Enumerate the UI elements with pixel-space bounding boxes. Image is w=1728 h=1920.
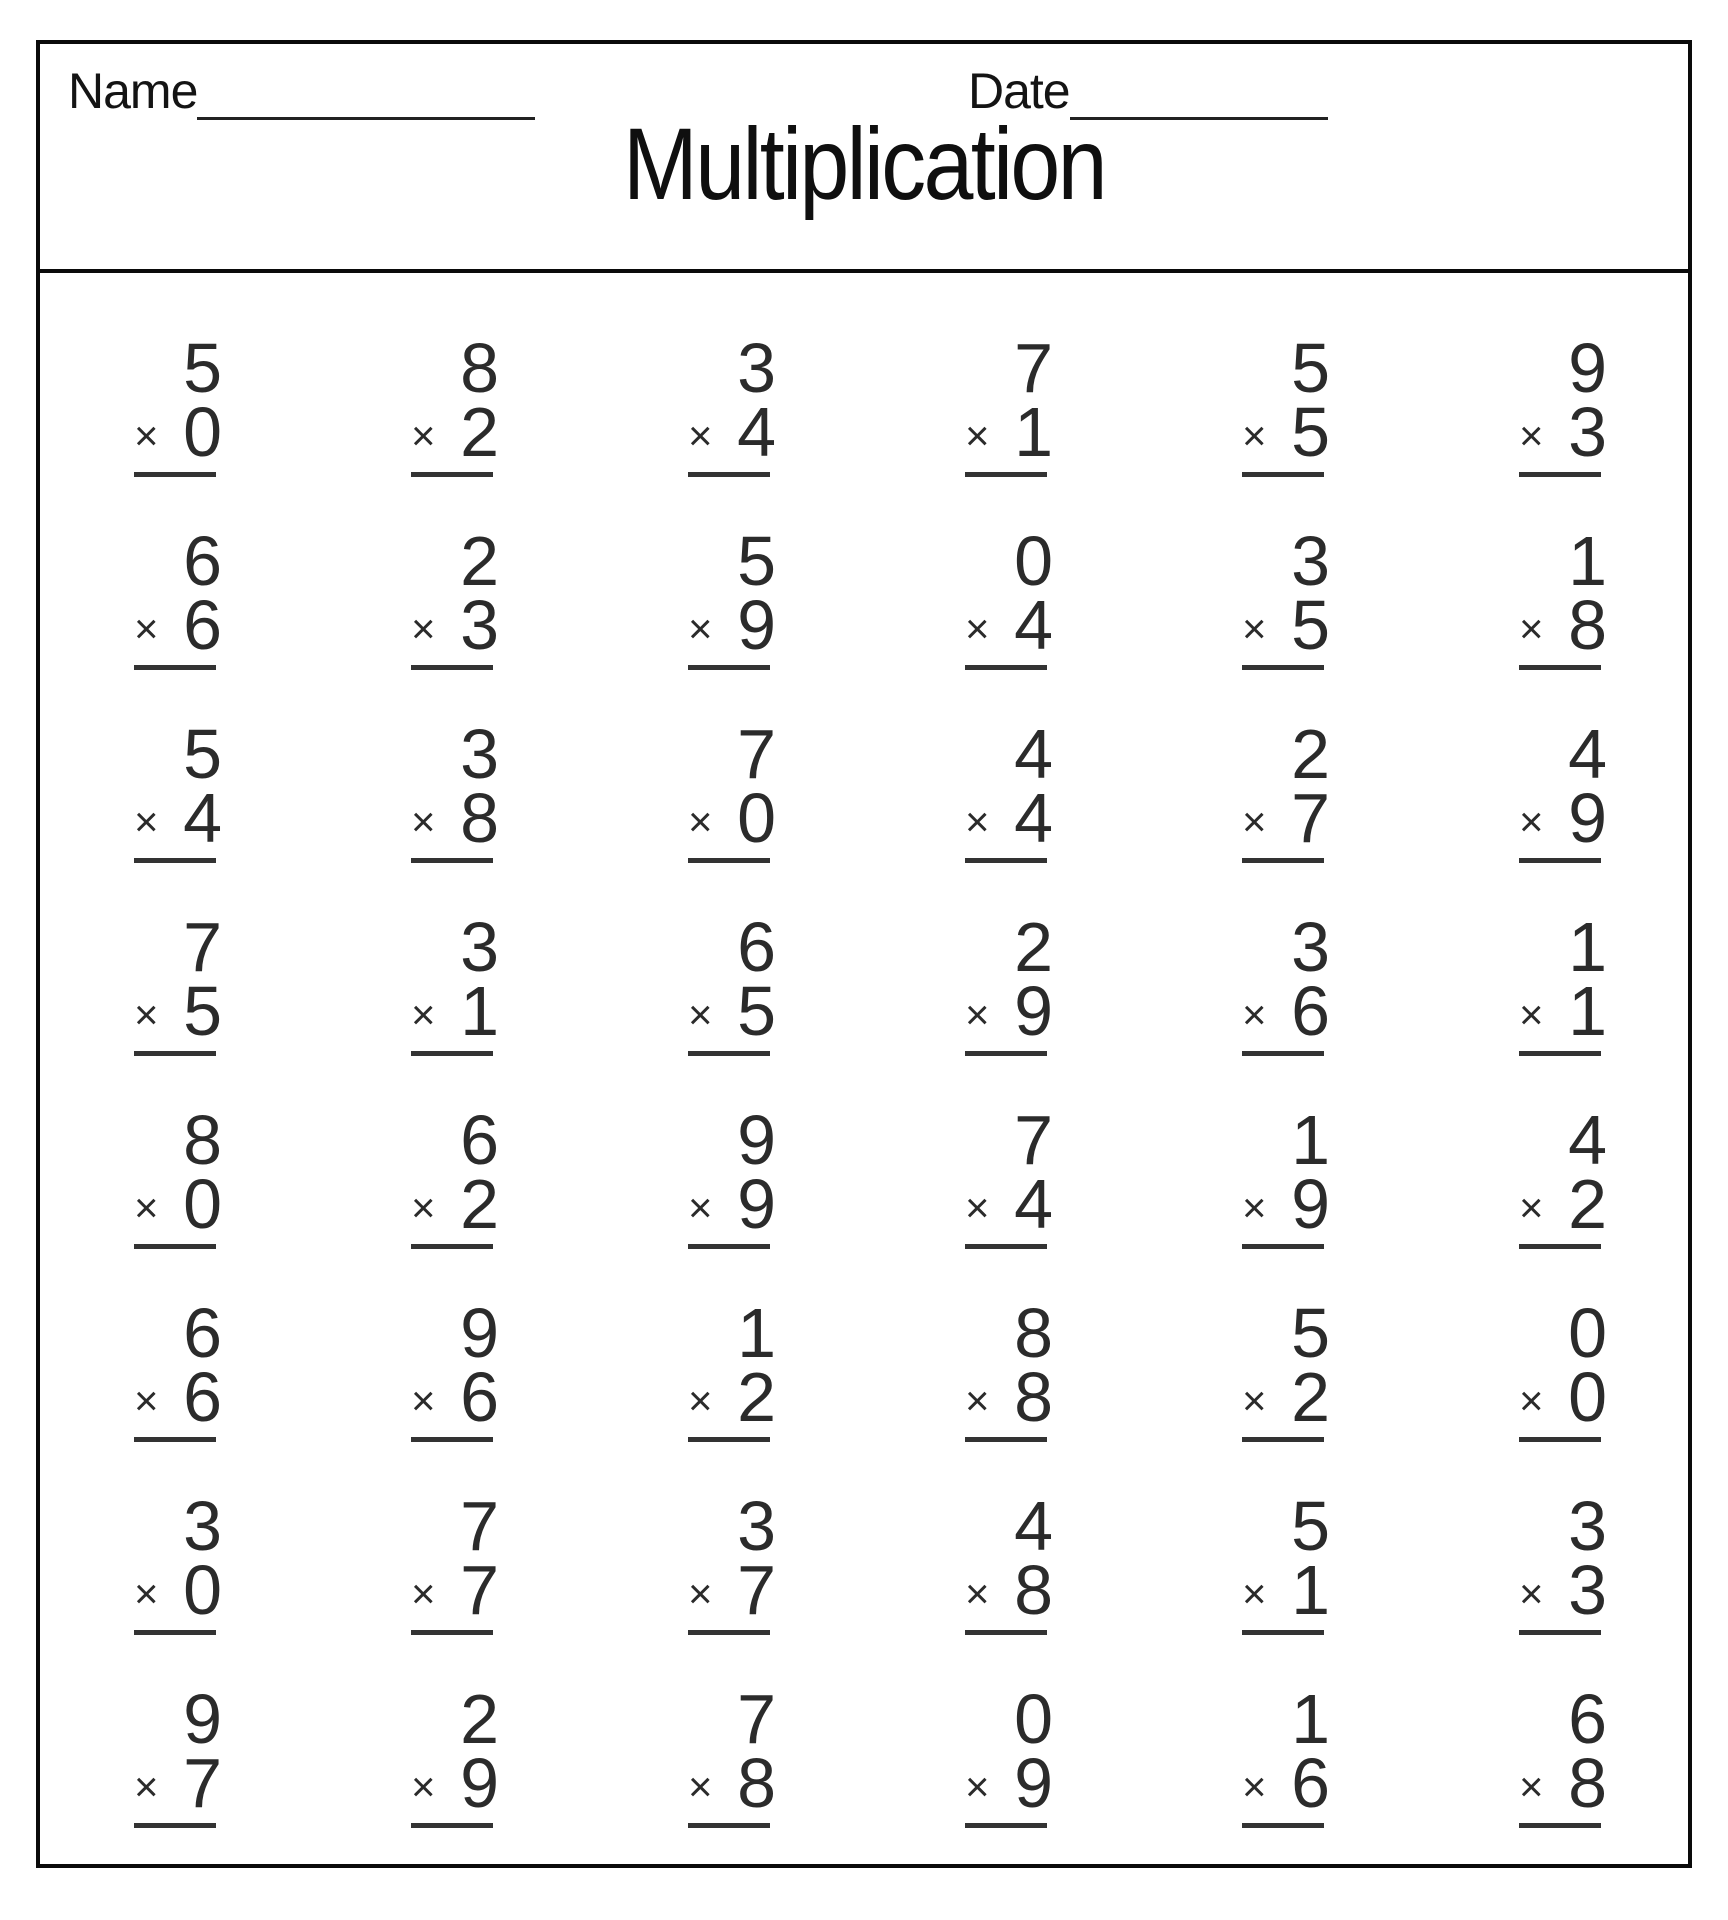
multiply-icon: × <box>1242 605 1267 652</box>
multiplier-row <box>411 1358 497 1436</box>
multiplicand: 1 <box>1568 908 1605 986</box>
multiply-icon: × <box>965 412 990 459</box>
multiply-icon: × <box>1519 1570 1544 1617</box>
multiply-icon: × <box>688 1570 713 1617</box>
answer-line <box>688 858 770 863</box>
answer-line <box>965 858 1047 863</box>
multiplier: 9 <box>1291 1165 1328 1243</box>
multiplier-row <box>1519 393 1605 471</box>
answer-line <box>411 472 493 477</box>
multiplier: 2 <box>460 393 497 471</box>
name-label: Name <box>68 63 198 119</box>
multiplier: 1 <box>1291 1551 1328 1629</box>
multiplier-row <box>688 1165 774 1243</box>
multiplier: 4 <box>737 393 774 471</box>
multiplier: 7 <box>1291 779 1328 857</box>
multiplier: 0 <box>1568 1358 1605 1436</box>
multiplier-row <box>688 779 774 857</box>
multiplicand: 5 <box>737 522 774 600</box>
multiplicand: 7 <box>737 1680 774 1758</box>
multiplier: 1 <box>460 972 497 1050</box>
multiplier: 8 <box>1014 1551 1051 1629</box>
multiplier: 4 <box>1014 779 1051 857</box>
answer-line <box>688 665 770 670</box>
multiplier: 0 <box>737 779 774 857</box>
multiplication-problem <box>1519 1294 1605 1494</box>
multiplier: 1 <box>1014 393 1051 471</box>
multiplier: 3 <box>1568 393 1605 471</box>
multiplicand: 2 <box>460 522 497 600</box>
answer-line <box>965 1630 1047 1635</box>
multiplier: 8 <box>1014 1358 1051 1436</box>
multiplier-row <box>134 1165 220 1243</box>
answer-line <box>411 858 493 863</box>
multiplier: 0 <box>183 1551 220 1629</box>
multiplier-row <box>965 779 1051 857</box>
multiplicand: 5 <box>183 715 220 793</box>
multiplication-problem <box>1519 715 1605 915</box>
multiplicand: 6 <box>737 908 774 986</box>
multiplicand: 7 <box>1014 329 1051 407</box>
multiplier-row <box>1242 586 1328 664</box>
multiplication-problem <box>1242 1101 1328 1301</box>
answer-line <box>411 665 493 670</box>
answer-line <box>1242 1051 1324 1056</box>
multiplier-row <box>134 586 220 664</box>
multiplicand: 3 <box>1291 522 1328 600</box>
multiplier: 0 <box>183 393 220 471</box>
multiply-icon: × <box>688 1763 713 1810</box>
multiplication-problem <box>134 329 220 529</box>
multiply-icon: × <box>965 991 990 1038</box>
multiplier-row <box>965 1358 1051 1436</box>
multiplier: 9 <box>1014 1744 1051 1822</box>
multiplier: 0 <box>183 1165 220 1243</box>
multiplier-row <box>1519 1744 1605 1822</box>
multiply-icon: × <box>1519 798 1544 845</box>
multiply-icon: × <box>134 991 159 1038</box>
multiplier-row <box>411 1551 497 1629</box>
answer-line <box>688 1244 770 1249</box>
multiplicand: 3 <box>737 1487 774 1565</box>
multiply-icon: × <box>688 412 713 459</box>
multiplication-problem <box>965 329 1051 529</box>
problems-grid <box>44 329 1706 1880</box>
multiplier: 4 <box>183 779 220 857</box>
multiplier-row <box>134 1358 220 1436</box>
multiplier-row <box>688 1358 774 1436</box>
multiplier-row <box>134 1744 220 1822</box>
multiplication-problem <box>134 1294 220 1494</box>
multiplicand: 1 <box>1291 1101 1328 1179</box>
multiplicand: 1 <box>1291 1680 1328 1758</box>
multiplier: 8 <box>460 779 497 857</box>
multiplication-problem <box>688 329 774 529</box>
multiplier-row <box>411 586 497 664</box>
multiplication-problem <box>411 1487 497 1687</box>
multiplication-problem <box>1242 1294 1328 1494</box>
multiplier-row <box>411 1165 497 1243</box>
answer-line <box>134 1244 216 1249</box>
multiplication-problem <box>134 1487 220 1687</box>
multiplication-problem <box>965 715 1051 915</box>
multiplier: 5 <box>1291 393 1328 471</box>
multiplicand: 4 <box>1568 715 1605 793</box>
answer-line <box>1242 858 1324 863</box>
multiply-icon: × <box>1242 798 1267 845</box>
multiplier: 5 <box>1291 586 1328 664</box>
multiplicand: 3 <box>183 1487 220 1565</box>
multiplier-row <box>1242 779 1328 857</box>
multiplier-row <box>965 586 1051 664</box>
multiplication-problem <box>1242 1680 1328 1880</box>
multiplier: 5 <box>737 972 774 1050</box>
multiply-icon: × <box>688 605 713 652</box>
multiplicand: 6 <box>460 1101 497 1179</box>
multiplication-problem <box>1519 1487 1605 1687</box>
multiplier-row <box>1242 1358 1328 1436</box>
multiplication-problem <box>688 908 774 1108</box>
multiplicand: 4 <box>1014 1487 1051 1565</box>
multiplicand: 7 <box>737 715 774 793</box>
multiplicand: 9 <box>460 1294 497 1372</box>
multiplier: 7 <box>183 1744 220 1822</box>
multiplication-problem <box>134 908 220 1108</box>
multiply-icon: × <box>965 798 990 845</box>
answer-line <box>134 1437 216 1442</box>
multiplier: 6 <box>460 1358 497 1436</box>
multiply-icon: × <box>1519 1184 1544 1231</box>
multiplier-row <box>688 586 774 664</box>
multiplication-problem <box>411 908 497 1108</box>
multiplication-problem <box>1242 522 1328 722</box>
multiplication-problem <box>688 715 774 915</box>
answer-line <box>1242 665 1324 670</box>
multiplication-problem <box>965 1101 1051 1301</box>
multiplication-problem <box>1519 329 1605 529</box>
answer-line <box>1242 472 1324 477</box>
multiplication-problem <box>688 1487 774 1687</box>
multiply-icon: × <box>965 605 990 652</box>
answer-line <box>1519 472 1601 477</box>
answer-line <box>688 1051 770 1056</box>
answer-line <box>134 1823 216 1828</box>
answer-line <box>688 1630 770 1635</box>
answer-line <box>965 1244 1047 1249</box>
multiply-icon: × <box>1519 1763 1544 1810</box>
multiplicand: 0 <box>1014 522 1051 600</box>
multiplicand: 7 <box>183 908 220 986</box>
multiplication-problem <box>134 1101 220 1301</box>
answer-line <box>688 1823 770 1828</box>
multiply-icon: × <box>411 1184 436 1231</box>
answer-line <box>965 1823 1047 1828</box>
multiplier-row <box>411 393 497 471</box>
multiply-icon: × <box>1242 1763 1267 1810</box>
multiplicand: 8 <box>1014 1294 1051 1372</box>
multiply-icon: × <box>965 1184 990 1231</box>
multiplication-problem <box>411 522 497 722</box>
multiplicand: 5 <box>1291 329 1328 407</box>
multiplication-problem <box>965 1487 1051 1687</box>
multiplier: 2 <box>737 1358 774 1436</box>
multiplication-problem <box>688 522 774 722</box>
answer-line <box>965 472 1047 477</box>
multiplier-row <box>1519 1358 1605 1436</box>
multiplier: 2 <box>1291 1358 1328 1436</box>
multiplication-problem <box>688 1680 774 1880</box>
multiplicand: 6 <box>1568 1680 1605 1758</box>
multiplication-problem <box>688 1294 774 1494</box>
multiplicand: 2 <box>460 1680 497 1758</box>
multiplication-problem <box>1519 522 1605 722</box>
multiplier: 8 <box>737 1744 774 1822</box>
multiplier: 8 <box>1568 586 1605 664</box>
multiplication-problem <box>411 1680 497 1880</box>
multiplier: 6 <box>1291 1744 1328 1822</box>
multiply-icon: × <box>1519 1377 1544 1424</box>
multiplication-problem <box>411 1294 497 1494</box>
answer-line <box>1242 1630 1324 1635</box>
multiplier-row <box>688 1551 774 1629</box>
answer-line <box>688 472 770 477</box>
multiplicand: 5 <box>1291 1487 1328 1565</box>
multiplicand: 5 <box>1291 1294 1328 1372</box>
multiply-icon: × <box>965 1570 990 1617</box>
multiply-icon: × <box>1242 1184 1267 1231</box>
multiplier-row <box>965 1551 1051 1629</box>
multiplicand: 9 <box>737 1101 774 1179</box>
answer-line <box>411 1244 493 1249</box>
multiply-icon: × <box>1242 991 1267 1038</box>
answer-line <box>134 858 216 863</box>
multiply-icon: × <box>134 1184 159 1231</box>
multiplier: 7 <box>460 1551 497 1629</box>
answer-line <box>1519 1244 1601 1249</box>
multiplier-row <box>965 1744 1051 1822</box>
answer-line <box>1242 1437 1324 1442</box>
multiplication-problem <box>1519 1101 1605 1301</box>
multiplier: 6 <box>183 586 220 664</box>
multiply-icon: × <box>965 1763 990 1810</box>
multiplier-row <box>688 972 774 1050</box>
multiply-icon: × <box>134 1763 159 1810</box>
multiplier: 6 <box>1291 972 1328 1050</box>
multiplication-problem <box>1519 908 1605 1108</box>
multiplier: 8 <box>1568 1744 1605 1822</box>
multiplication-problem <box>134 1680 220 1880</box>
multiply-icon: × <box>1242 412 1267 459</box>
multiplier-row <box>1519 779 1605 857</box>
multiply-icon: × <box>1242 1377 1267 1424</box>
multiply-icon: × <box>411 798 436 845</box>
multiply-icon: × <box>411 1570 436 1617</box>
multiplier-row <box>1242 1551 1328 1629</box>
multiplier: 4 <box>1014 586 1051 664</box>
multiplier-row <box>411 1744 497 1822</box>
multiplication-problem <box>965 1680 1051 1880</box>
answer-line <box>134 472 216 477</box>
multiplier-row <box>1519 972 1605 1050</box>
multiplication-problem <box>411 329 497 529</box>
answer-line <box>411 1630 493 1635</box>
multiplier-row <box>134 972 220 1050</box>
multiplier-row <box>1242 1165 1328 1243</box>
multiplicand: 8 <box>460 329 497 407</box>
multiplicand: 7 <box>460 1487 497 1565</box>
multiplicand: 7 <box>1014 1101 1051 1179</box>
multiply-icon: × <box>1519 605 1544 652</box>
multiply-icon: × <box>965 1377 990 1424</box>
answer-line <box>1519 665 1601 670</box>
multiply-icon: × <box>688 1377 713 1424</box>
multiplication-problem <box>411 715 497 915</box>
answer-line <box>965 1437 1047 1442</box>
multiply-icon: × <box>411 412 436 459</box>
multiplier: 3 <box>1568 1551 1605 1629</box>
multiplication-problem <box>134 715 220 915</box>
multiply-icon: × <box>134 798 159 845</box>
answer-line <box>134 1630 216 1635</box>
answer-line <box>411 1823 493 1828</box>
answer-line <box>411 1437 493 1442</box>
multiplicand: 9 <box>1568 329 1605 407</box>
multiplier-row <box>134 393 220 471</box>
multiplier-row <box>688 1744 774 1822</box>
multiplication-problem <box>1242 715 1328 915</box>
multiplicand: 3 <box>460 908 497 986</box>
multiplicand: 2 <box>1014 908 1051 986</box>
multiplier-row <box>1519 1551 1605 1629</box>
multiplicand: 0 <box>1568 1294 1605 1372</box>
multiply-icon: × <box>411 1763 436 1810</box>
worksheet-header <box>40 44 1688 273</box>
multiplicand: 5 <box>183 329 220 407</box>
multiplier: 7 <box>737 1551 774 1629</box>
multiplier: 4 <box>1014 1165 1051 1243</box>
multiplicand: 1 <box>737 1294 774 1372</box>
multiply-icon: × <box>411 605 436 652</box>
multiplier-row <box>1242 972 1328 1050</box>
multiplicand: 4 <box>1014 715 1051 793</box>
answer-line <box>965 665 1047 670</box>
answer-line <box>1519 1051 1601 1056</box>
multiplication-problem <box>1242 1487 1328 1687</box>
multiplier: 5 <box>183 972 220 1050</box>
multiplicand: 6 <box>183 522 220 600</box>
multiply-icon: × <box>688 1184 713 1231</box>
multiplicand: 3 <box>1291 908 1328 986</box>
multiplicand: 0 <box>1014 1680 1051 1758</box>
multiplier: 2 <box>460 1165 497 1243</box>
multiply-icon: × <box>1519 991 1544 1038</box>
multiplication-problem <box>965 908 1051 1108</box>
multiplicand: 1 <box>1568 522 1605 600</box>
multiplier: 2 <box>1568 1165 1605 1243</box>
worksheet-page <box>36 40 1692 1868</box>
multiplier-row <box>134 779 220 857</box>
multiply-icon: × <box>134 605 159 652</box>
multiplier-row <box>1242 393 1328 471</box>
multiplication-problem <box>1519 1680 1605 1880</box>
multiplication-problem <box>688 1101 774 1301</box>
multiplicand: 6 <box>183 1294 220 1372</box>
answer-line <box>134 665 216 670</box>
multiplicand: 4 <box>1568 1101 1605 1179</box>
multiplicand: 9 <box>183 1680 220 1758</box>
multiplication-problem <box>965 522 1051 722</box>
multiplier: 3 <box>460 586 497 664</box>
multiplicand: 3 <box>737 329 774 407</box>
multiplier-row <box>1519 1165 1605 1243</box>
multiplier-row <box>688 393 774 471</box>
multiply-icon: × <box>688 991 713 1038</box>
multiplication-problem <box>411 1101 497 1301</box>
multiplication-problem <box>1242 329 1328 529</box>
multiplier-row <box>411 779 497 857</box>
multiplier: 9 <box>1014 972 1051 1050</box>
multiplication-problem <box>965 1294 1051 1494</box>
multiplier-row <box>134 1551 220 1629</box>
multiplier: 6 <box>183 1358 220 1436</box>
multiplier-row <box>1519 586 1605 664</box>
multiplicand: 2 <box>1291 715 1328 793</box>
answer-line <box>688 1437 770 1442</box>
answer-line <box>411 1051 493 1056</box>
multiply-icon: × <box>1242 1570 1267 1617</box>
multiplier-row <box>965 972 1051 1050</box>
answer-line <box>1519 858 1601 863</box>
multiplication-problem <box>1242 908 1328 1108</box>
multiplicand: 8 <box>183 1101 220 1179</box>
multiplication-problem <box>134 522 220 722</box>
answer-line <box>134 1051 216 1056</box>
multiplier: 9 <box>737 1165 774 1243</box>
multiplier-row <box>965 393 1051 471</box>
answer-line <box>1519 1437 1601 1442</box>
answer-line <box>1519 1823 1601 1828</box>
multiplicand: 3 <box>1568 1487 1605 1565</box>
multiplier-row <box>965 1165 1051 1243</box>
answer-line <box>1242 1244 1324 1249</box>
multiplier: 9 <box>460 1744 497 1822</box>
multiplier: 9 <box>737 586 774 664</box>
multiplicand: 3 <box>460 715 497 793</box>
multiply-icon: × <box>134 412 159 459</box>
answer-line <box>1242 1823 1324 1828</box>
multiply-icon: × <box>134 1570 159 1617</box>
multiplier: 1 <box>1568 972 1605 1050</box>
date-label: Date <box>968 63 1070 119</box>
answer-line <box>965 1051 1047 1056</box>
multiplier-row <box>411 972 497 1050</box>
multiply-icon: × <box>134 1377 159 1424</box>
multiply-icon: × <box>411 991 436 1038</box>
multiply-icon: × <box>688 798 713 845</box>
multiply-icon: × <box>1519 412 1544 459</box>
multiplier: 9 <box>1568 779 1605 857</box>
multiply-icon: × <box>411 1377 436 1424</box>
multiplier-row <box>1242 1744 1328 1822</box>
page-title: Multiplication <box>623 107 1105 221</box>
answer-line <box>1519 1630 1601 1635</box>
